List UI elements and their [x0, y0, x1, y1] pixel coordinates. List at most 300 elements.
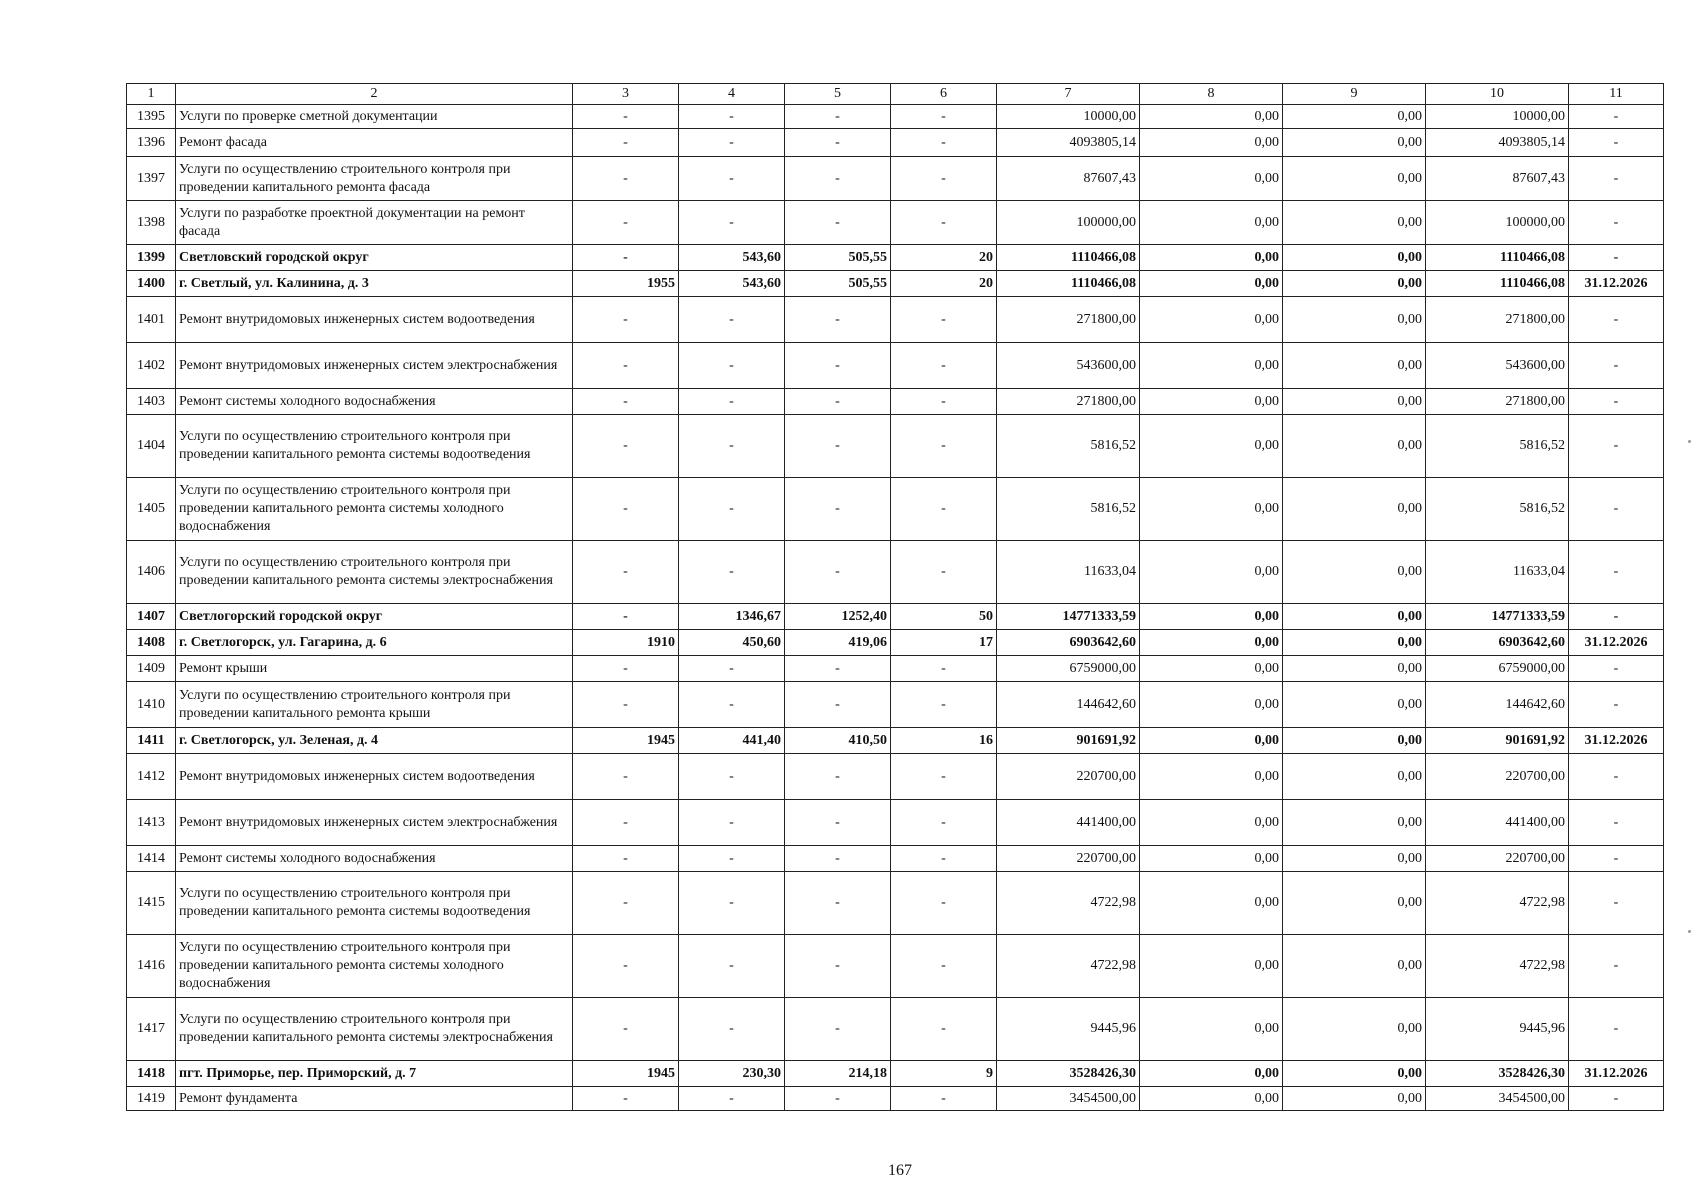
row-number-cell: 1414: [127, 846, 176, 872]
table-cell: 271800,00: [997, 297, 1140, 343]
table-cell: 3528426,30: [1426, 1061, 1569, 1087]
row-number-cell: 1405: [127, 478, 176, 541]
table-row: [127, 478, 1664, 541]
table-cell: 10000,00: [1426, 105, 1569, 129]
row-name-cell: Услуги по осуществлению строительного контроля при проведении капитального ремонта фасада: [176, 157, 573, 201]
table-cell: 6903642,60: [1426, 630, 1569, 656]
table-cell: -: [679, 129, 785, 157]
table-cell: -: [785, 105, 891, 129]
table-cell: 0,00: [1140, 1087, 1283, 1111]
table-cell: 4722,98: [1426, 872, 1569, 935]
table-cell: -: [1569, 201, 1664, 245]
column-number-cell: 3: [573, 84, 679, 105]
table-cell: -: [1569, 157, 1664, 201]
table-cell: 0,00: [1140, 389, 1283, 415]
table-cell: -: [573, 157, 679, 201]
row-name-cell: Светловский городской округ: [176, 245, 573, 271]
table-cell: -: [891, 343, 997, 389]
table-cell: 0,00: [1283, 998, 1426, 1061]
table-cell: -: [573, 846, 679, 872]
row-number-cell: 1398: [127, 201, 176, 245]
table-cell: 1110466,08: [1426, 271, 1569, 297]
table-cell: 1252,40: [785, 604, 891, 630]
table-cell: -: [573, 800, 679, 846]
row-name-cell: Ремонт фундамента: [176, 1087, 573, 1111]
table-cell: 1910: [573, 630, 679, 656]
table-row-total: [127, 1061, 1664, 1087]
table-cell: -: [1569, 297, 1664, 343]
table-cell: -: [1569, 415, 1664, 478]
table-cell: -: [679, 754, 785, 800]
table-cell: 0,00: [1283, 846, 1426, 872]
table-row: [127, 129, 1664, 157]
table-cell: 0,00: [1283, 630, 1426, 656]
row-name-cell: Услуги по осуществлению строительного контроля при проведении капитального ремонта системы холодного водоснабжения: [176, 478, 573, 541]
table-cell: 220700,00: [1426, 754, 1569, 800]
table-cell: 9445,96: [997, 998, 1140, 1061]
table-cell: 0,00: [1283, 389, 1426, 415]
table-cell: 1955: [573, 271, 679, 297]
table-cell: 144642,60: [1426, 682, 1569, 728]
table-cell: 0,00: [1283, 604, 1426, 630]
column-number-row: [127, 84, 1664, 105]
capital-repair-table: [126, 83, 1664, 1111]
table-cell: -: [679, 872, 785, 935]
table-cell: 14771333,59: [997, 604, 1140, 630]
table-cell: 0,00: [1283, 245, 1426, 271]
table-cell: -: [891, 478, 997, 541]
table-row: [127, 201, 1664, 245]
column-number-cell: 8: [1140, 84, 1283, 105]
table-cell: -: [785, 872, 891, 935]
table-cell: -: [573, 935, 679, 998]
table-cell: 543600,00: [1426, 343, 1569, 389]
table-cell: 9445,96: [1426, 998, 1569, 1061]
table-cell: 14771333,59: [1426, 604, 1569, 630]
row-number-cell: 1396: [127, 129, 176, 157]
row-number-cell: 1403: [127, 389, 176, 415]
table-cell: 220700,00: [997, 754, 1140, 800]
row-number-cell: 1413: [127, 800, 176, 846]
table-cell: -: [573, 478, 679, 541]
table-cell: 543,60: [679, 271, 785, 297]
table-cell: -: [679, 201, 785, 245]
table-cell: -: [679, 478, 785, 541]
table-cell: -: [891, 998, 997, 1061]
row-number-cell: 1419: [127, 1087, 176, 1111]
table-cell: 87607,43: [997, 157, 1140, 201]
row-number-cell: 1418: [127, 1061, 176, 1087]
table-row-total: [127, 728, 1664, 754]
table-cell: -: [891, 1087, 997, 1111]
table-row: [127, 872, 1664, 935]
table-cell: -: [891, 389, 997, 415]
table-cell: 1945: [573, 728, 679, 754]
row-number-cell: 1416: [127, 935, 176, 998]
table-cell: 0,00: [1140, 754, 1283, 800]
table-cell: 4722,98: [997, 872, 1140, 935]
table-cell: -: [1569, 105, 1664, 129]
row-name-cell: Услуги по осуществлению строительного контроля при проведении капитального ремонта системы холодного водоснабжения: [176, 935, 573, 998]
table-cell: -: [573, 297, 679, 343]
table-cell: 0,00: [1283, 201, 1426, 245]
table-cell: -: [573, 682, 679, 728]
table-cell: -: [785, 682, 891, 728]
table-cell: -: [1569, 343, 1664, 389]
table-cell: -: [573, 389, 679, 415]
row-number-cell: 1407: [127, 604, 176, 630]
table-cell: 9: [891, 1061, 997, 1087]
table-cell: 4722,98: [1426, 935, 1569, 998]
table-cell: -: [679, 800, 785, 846]
table-cell: -: [1569, 682, 1664, 728]
row-name-cell: Услуги по осуществлению строительного контроля при проведении капитального ремонта системы водоотведения: [176, 415, 573, 478]
table-cell: -: [573, 415, 679, 478]
table-cell: -: [1569, 245, 1664, 271]
table-row: [127, 415, 1664, 478]
row-name-cell: г. Светлый, ул. Калинина, д. 3: [176, 271, 573, 297]
table-row: [127, 541, 1664, 604]
row-name-cell: Ремонт внутридомовых инженерных систем электроснабжения: [176, 800, 573, 846]
table-cell: 0,00: [1140, 129, 1283, 157]
table-cell: -: [573, 656, 679, 682]
table-cell: 0,00: [1283, 415, 1426, 478]
table-cell: -: [785, 998, 891, 1061]
table-cell: 0,00: [1283, 800, 1426, 846]
row-number-cell: 1409: [127, 656, 176, 682]
table-cell: -: [573, 129, 679, 157]
table-cell: 0,00: [1140, 105, 1283, 129]
table-cell: -: [785, 201, 891, 245]
table-cell: -: [573, 343, 679, 389]
row-number-cell: 1399: [127, 245, 176, 271]
table-cell: -: [679, 656, 785, 682]
table-cell: 901691,92: [1426, 728, 1569, 754]
table-cell: 271800,00: [997, 389, 1140, 415]
column-number-cell: 4: [679, 84, 785, 105]
table-row: [127, 682, 1664, 728]
table-cell: 0,00: [1140, 245, 1283, 271]
table-cell: 4093805,14: [997, 129, 1140, 157]
table-cell: -: [785, 1087, 891, 1111]
table-cell: 0,00: [1140, 800, 1283, 846]
table-cell: 1346,67: [679, 604, 785, 630]
table-cell: -: [785, 846, 891, 872]
row-name-cell: Услуги по осуществлению строительного контроля при проведении капитального ремонта крыши: [176, 682, 573, 728]
table-cell: -: [573, 998, 679, 1061]
table-cell: -: [891, 297, 997, 343]
table-cell: 0,00: [1140, 656, 1283, 682]
table-cell: -: [679, 1087, 785, 1111]
table-cell: -: [785, 297, 891, 343]
table-cell: -: [1569, 935, 1664, 998]
table-cell: -: [679, 846, 785, 872]
table-cell: 0,00: [1140, 630, 1283, 656]
table-cell: 1945: [573, 1061, 679, 1087]
row-name-cell: Ремонт внутридомовых инженерных систем водоотведения: [176, 754, 573, 800]
table-cell: 505,55: [785, 271, 891, 297]
table-cell: -: [679, 541, 785, 604]
table-cell: 0,00: [1140, 478, 1283, 541]
table-cell: 419,06: [785, 630, 891, 656]
table-cell: 450,60: [679, 630, 785, 656]
table-cell: -: [785, 129, 891, 157]
table-cell: -: [891, 105, 997, 129]
table-cell: 0,00: [1140, 846, 1283, 872]
column-number-cell: 1: [127, 84, 176, 105]
table-cell: 0,00: [1283, 157, 1426, 201]
row-name-cell: Услуги по осуществлению строительного контроля при проведении капитального ремонта системы водоотведения: [176, 872, 573, 935]
table-row: [127, 105, 1664, 129]
table-cell: 31.12.2026: [1569, 1061, 1664, 1087]
table-cell: 271800,00: [1426, 389, 1569, 415]
table-cell: 0,00: [1283, 271, 1426, 297]
table-cell: -: [573, 201, 679, 245]
table-cell: 0,00: [1283, 129, 1426, 157]
table-cell: -: [785, 415, 891, 478]
row-number-cell: 1397: [127, 157, 176, 201]
table-row: [127, 389, 1664, 415]
table-cell: 0,00: [1283, 541, 1426, 604]
table-cell: -: [785, 157, 891, 201]
table-cell: -: [891, 201, 997, 245]
table-cell: 271800,00: [1426, 297, 1569, 343]
table-cell: 0,00: [1140, 728, 1283, 754]
table-row-total: [127, 245, 1664, 271]
table-cell: -: [891, 415, 997, 478]
table-cell: 901691,92: [997, 728, 1140, 754]
table-cell: -: [785, 935, 891, 998]
row-name-cell: Услуги по осуществлению строительного контроля при проведении капитального ремонта системы электроснабжения: [176, 541, 573, 604]
table-cell: -: [1569, 800, 1664, 846]
table-cell: 0,00: [1283, 682, 1426, 728]
table-cell: 220700,00: [1426, 846, 1569, 872]
table-cell: 100000,00: [1426, 201, 1569, 245]
table-cell: 441,40: [679, 728, 785, 754]
table-row: [127, 846, 1664, 872]
table-cell: -: [785, 478, 891, 541]
row-name-cell: Ремонт системы холодного водоснабжения: [176, 389, 573, 415]
table-cell: 1110466,08: [997, 271, 1140, 297]
table-row-total: [127, 604, 1664, 630]
row-number-cell: 1400: [127, 271, 176, 297]
table-cell: -: [1569, 541, 1664, 604]
table-cell: 31.12.2026: [1569, 271, 1664, 297]
table-cell: 441400,00: [1426, 800, 1569, 846]
table-cell: 4093805,14: [1426, 129, 1569, 157]
table-cell: -: [891, 935, 997, 998]
column-number-cell: 11: [1569, 84, 1664, 105]
table-cell: 17: [891, 630, 997, 656]
scan-mark: [1688, 930, 1691, 933]
table-body: [127, 84, 1664, 1111]
table-cell: -: [1569, 1087, 1664, 1111]
row-name-cell: Ремонт фасада: [176, 129, 573, 157]
row-name-cell: Светлогорский городской округ: [176, 604, 573, 630]
column-number-cell: 5: [785, 84, 891, 105]
table-cell: 144642,60: [997, 682, 1140, 728]
table-cell: 5816,52: [997, 415, 1140, 478]
table-cell: 0,00: [1283, 656, 1426, 682]
table-cell: 0,00: [1140, 1061, 1283, 1087]
table-cell: 100000,00: [997, 201, 1140, 245]
table-row: [127, 935, 1664, 998]
table-cell: 0,00: [1140, 935, 1283, 998]
table-cell: -: [1569, 604, 1664, 630]
table-row: [127, 998, 1664, 1061]
table-cell: 0,00: [1140, 604, 1283, 630]
row-name-cell: Ремонт крыши: [176, 656, 573, 682]
table-cell: -: [785, 800, 891, 846]
table-cell: -: [1569, 129, 1664, 157]
table-cell: -: [573, 1087, 679, 1111]
table-cell: -: [679, 415, 785, 478]
column-number-cell: 2: [176, 84, 573, 105]
table-cell: 3528426,30: [997, 1061, 1140, 1087]
table-cell: -: [1569, 478, 1664, 541]
table-cell: -: [1569, 656, 1664, 682]
table-cell: 3454500,00: [997, 1087, 1140, 1111]
row-number-cell: 1410: [127, 682, 176, 728]
table-cell: 10000,00: [997, 105, 1140, 129]
page-number: 167: [888, 1162, 912, 1179]
table-cell: -: [679, 343, 785, 389]
row-name-cell: Ремонт внутридомовых инженерных систем водоотведения: [176, 297, 573, 343]
table-cell: 0,00: [1283, 297, 1426, 343]
table-cell: 4722,98: [997, 935, 1140, 998]
table-cell: -: [891, 682, 997, 728]
table-cell: 0,00: [1140, 157, 1283, 201]
table-cell: 410,50: [785, 728, 891, 754]
table-cell: -: [679, 389, 785, 415]
table-cell: -: [785, 541, 891, 604]
table-cell: 0,00: [1283, 935, 1426, 998]
column-number-cell: 9: [1283, 84, 1426, 105]
table-row: [127, 800, 1664, 846]
table-cell: 0,00: [1140, 201, 1283, 245]
row-number-cell: 1395: [127, 105, 176, 129]
row-name-cell: Услуги по проверке сметной документации: [176, 105, 573, 129]
table-cell: -: [891, 800, 997, 846]
row-name-cell: Ремонт системы холодного водоснабжения: [176, 846, 573, 872]
table-cell: 1110466,08: [1426, 245, 1569, 271]
row-name-cell: Услуги по осуществлению строительного контроля при проведении капитального ремонта системы электроснабжения: [176, 998, 573, 1061]
table-cell: 0,00: [1283, 872, 1426, 935]
table-cell: -: [679, 105, 785, 129]
table-cell: -: [573, 872, 679, 935]
table-row: [127, 754, 1664, 800]
table-cell: -: [785, 343, 891, 389]
table-cell: 0,00: [1283, 728, 1426, 754]
table-cell: 31.12.2026: [1569, 630, 1664, 656]
table-cell: 0,00: [1140, 998, 1283, 1061]
row-number-cell: 1411: [127, 728, 176, 754]
table-row-total: [127, 271, 1664, 297]
table-cell: 6903642,60: [997, 630, 1140, 656]
table-cell: 0,00: [1140, 682, 1283, 728]
row-number-cell: 1412: [127, 754, 176, 800]
row-number-cell: 1417: [127, 998, 176, 1061]
table-cell: 6759000,00: [1426, 656, 1569, 682]
table-cell: -: [573, 754, 679, 800]
table-cell: 0,00: [1140, 415, 1283, 478]
row-number-cell: 1404: [127, 415, 176, 478]
table-cell: 0,00: [1283, 478, 1426, 541]
table-cell: -: [891, 157, 997, 201]
row-number-cell: 1406: [127, 541, 176, 604]
table-row: [127, 157, 1664, 201]
table-row-total: [127, 630, 1664, 656]
table-cell: -: [891, 872, 997, 935]
table-cell: -: [1569, 872, 1664, 935]
table-cell: 0,00: [1140, 297, 1283, 343]
table-cell: 543,60: [679, 245, 785, 271]
table-cell: -: [679, 935, 785, 998]
table-cell: 3454500,00: [1426, 1087, 1569, 1111]
table-cell: 11633,04: [997, 541, 1140, 604]
table-cell: 0,00: [1283, 1061, 1426, 1087]
column-number-cell: 10: [1426, 84, 1569, 105]
table-cell: -: [891, 754, 997, 800]
table-cell: 6759000,00: [997, 656, 1140, 682]
table-cell: -: [679, 998, 785, 1061]
table-cell: -: [785, 656, 891, 682]
table-cell: -: [679, 682, 785, 728]
table-cell: 230,30: [679, 1061, 785, 1087]
table-row: [127, 343, 1664, 389]
table-cell: 31.12.2026: [1569, 728, 1664, 754]
table-cell: 505,55: [785, 245, 891, 271]
scan-mark: [1688, 440, 1691, 443]
table-cell: -: [785, 389, 891, 415]
table-cell: 5816,52: [1426, 415, 1569, 478]
table-cell: -: [573, 541, 679, 604]
row-number-cell: 1401: [127, 297, 176, 343]
table-cell: 5816,52: [1426, 478, 1569, 541]
document-sheet: [126, 83, 1664, 1111]
table-cell: -: [891, 129, 997, 157]
table-cell: 0,00: [1283, 754, 1426, 800]
table-cell: 5816,52: [997, 478, 1140, 541]
table-cell: 0,00: [1283, 1087, 1426, 1111]
row-number-cell: 1415: [127, 872, 176, 935]
row-name-cell: г. Светлогорск, ул. Гагарина, д. 6: [176, 630, 573, 656]
row-name-cell: Услуги по разработке проектной документации на ремонт фасада: [176, 201, 573, 245]
table-cell: -: [1569, 846, 1664, 872]
table-cell: -: [891, 656, 997, 682]
table-cell: -: [1569, 389, 1664, 415]
table-cell: 16: [891, 728, 997, 754]
table-cell: 0,00: [1140, 872, 1283, 935]
table-cell: 543600,00: [997, 343, 1140, 389]
table-cell: -: [573, 105, 679, 129]
table-cell: 0,00: [1140, 271, 1283, 297]
table-row: [127, 656, 1664, 682]
table-cell: 20: [891, 245, 997, 271]
table-cell: -: [679, 157, 785, 201]
row-number-cell: 1408: [127, 630, 176, 656]
table-row: [127, 1087, 1664, 1111]
table-cell: -: [891, 846, 997, 872]
column-number-cell: 7: [997, 84, 1140, 105]
row-name-cell: г. Светлогорск, ул. Зеленая, д. 4: [176, 728, 573, 754]
row-number-cell: 1402: [127, 343, 176, 389]
table-cell: 220700,00: [997, 846, 1140, 872]
table-cell: -: [1569, 998, 1664, 1061]
table-cell: 50: [891, 604, 997, 630]
table-cell: 20: [891, 271, 997, 297]
table-cell: 441400,00: [997, 800, 1140, 846]
